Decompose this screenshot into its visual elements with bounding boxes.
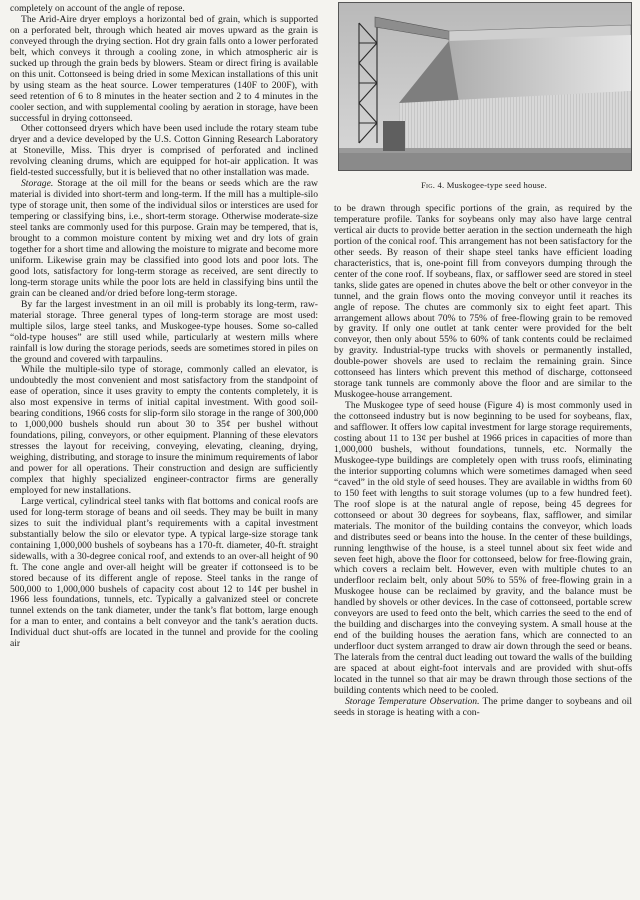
seed-house-photo	[339, 3, 631, 170]
left-column	[10, 4, 318, 650]
figure-label: Fig. 4.	[421, 180, 445, 190]
paragraph: While the multiple-silo type of storage, commonly called an elevator, is undoubtedly the most convenient and most satisfactory from the standpoint of ease of operation, since it uses gravity to empty the contents completely, it is also most expensive in terms of initial capital investment. With good soil-bearing conditions, 1966 costs for slip-form silo storage in the range of 300,000 to 1,000,000 bushels should run about 30 to 35¢ per bushel without foundations, piling, conveyors, or other equipment. Planning of these elevators stresses the layout for receiving, conveying, elevating, cleaning, drying, weighing, distributing, and storage to insure the minimum requirements of labor and power for all operations. Their construction and design are sufficiently complex that highly specialized engineer-contractor firms are generally employed for new installations.	[10, 364, 319, 496]
paragraph: Storage. Storage at the oil mill for the beans or seeds which are the raw material is divided into short-term and long-term. If the mill has a multiple-silo type of storage unit, then some of the individual silos or interstices are used for tempering or classifying bins, i.e., short-term storage. Otherwise moderate-size steel tanks are commonly used for this purpose. Grain may be tempered, that is, brought to a common moisture content by mixing wet and dry lots of grain together for a short time and allowing the moisture to migrate and become more uniform. Likewise grain may be classified into good lots and poor lots. The good lots, satisfactory for long-term storage as received, are sent directly to long-term storage units while the poor lots are held in classifying bins until the grain can be cleaned and/or dried before long-term storage.	[10, 178, 318, 299]
paragraph: By far the largest investment in an oil mill is probably its long-term, raw-material storage. Three general types of long-term storage are most used: multiple silos, large steel tanks, and Muskogee-type houses. Some so-called “old-type houses” are still used while, particularly at western mills where rainfall is low during the storage periods, seeds are sometimes stored in piles on the ground and covered with tarpaulins.	[10, 298, 318, 365]
paragraph: to be drawn through specific portions of the grain, as required by the temperature profile. Tanks for soybeans only may also have large central vertical air ducts to provide better aeration in the section underneath the high portion of the conical roof. This arrangement has not been satisfactory for the other seeds. By reason of their shape steel tanks have efficient loading characteristics, that is, one-point fill from conveyors dumping through the center of the cone roof. If soybeans, flax, or safflower seed are stored in steel tanks, slide gates are opened in chutes above the belt or other conveyor in the tunnel, and the grain flows onto the moving conveyor until it reaches its angle of repose. The chutes are commonly six to eight feet apart. This arrangement allows about 70% to 75% of free-flowing grain to be removed by gravity. If only one outlet at tank center were provided for the belt conveyor, then only about 55% to 60% of tank contents could be reclaimed by gravity. Industrial-type trucks with shovels or permanently installed, double-power shovels are used to reclaim the remaining grain. Since cottonseed has linters which prevent this method of discharge, cottonseed storage tank tunnels are commonly above the floor and are similar to the Muskogee-house arrangement.	[334, 203, 632, 401]
paragraph: The Muskogee type of seed house (Figure 4) is most commonly used in the cottonseed industry but is now beginning to be used for soybeans, flax, and safflower. It offers low capital investment for large storage requirements, costing about 11 to 13¢ per bushel at 1966 prices in capacities of more than 1,000,000 bushels, without foundations, tunnels, etc. Normally the Muskogee-type buildings are completely open with truss roofs, eliminating the interior supporting columns which were sometimes damaged when seed “caved” in the old style of seed houses. They are available in widths from 60 to 150 feet with lengths to suit storage volumes (up to a few hundred feet). The roof slope is at the natural angle of repose, being 45 degrees for cottonseed or about 30 degrees for soybeans, flax, safflower, and similar materials. The monitor of the building contains the conveyor, which loads and distributes seed or beans into the house. In the center of these buildings, running lengthwise of the house, is a steel tunnel about six feet wide and seven feet high, above the floor for cottonseed, below for free-flowing grain, which covers a reclaim belt. However, even with multiple chutes to an underfloor reclaim belt, only about 50% to 55% of free-flowing grain in a Muskogee house can be reclaimed by gravity, and the balance must be handled by shovels or other devices. In the case of cottonseed, portable screw conveyors are used to feed onto the belt, which carries the seed to the end of the building and discharges into the conveying system. A small house at the end of the building houses the aeration fans, which are connected to an underfloor duct system arranged to draw air down through the seed or beans. The laterals from the central duct leading out toward the walls of the building are spaced at about eight-foot intervals and are provided with shut-offs located in the tunnel so that air may be drawn through those sections of the building contents which need to be cooled.	[334, 400, 632, 696]
figure-caption	[338, 180, 630, 190]
paragraph: Other cottonseed dryers which have been used include the rotary steam tube dryer and a device developed by the U.S. Cotton Ginning Research Laboratory at Stoneville, Miss. This dryer is comprised of perforated and inclined revolving cleaning drums, which are equipped for hot-air application. It was field-tested successfully, but it is believed that no other installation was made.	[10, 123, 318, 179]
paragraph: The Arid-Aire dryer employs a horizontal bed of grain, which is supported on a perforated belt, through which heated air moves upward as the grain is conveyed through the drying section. Hot dry grain falls onto a lower perforated belt, which conveys it through a cooling zone, in which atmospheric air is sucked up through the grain beds by blowers. Steam or direct firing is available on this unit. Cottonseed is being dried in some Mexican installations of this unit by using steam as the heat source. Lower temperatures (140F to 200F), with seed retention of 6 to 8 minutes in the heater section and 2 to 4 minutes in the cooler section, and with supplemental cooling by aeration in storage, have been successful in drying cottonseed.	[10, 13, 318, 124]
paragraph: Storage Temperature Observation. The prime danger to soybeans and oil seeds in storage is heating with a con-	[334, 695, 633, 718]
figure-caption-text: Muskogee-type seed house.	[446, 180, 547, 190]
section-heading: Storage.	[21, 178, 54, 190]
right-column	[334, 204, 632, 719]
paragraph: completely on account of the angle of repose.	[10, 3, 185, 14]
section-heading: Storage Temperature Observation.	[345, 695, 480, 707]
paragraph: Large vertical, cylindrical steel tanks with flat bottoms and conical roofs are used for long-term storage of beans and oil seeds. They may be built in many sizes to suit the individual plant’s requirements with a capital investment substantially below the silo or elevator type. A typical large-size storage tank containing 1,000,000 bushels of soybeans has a 170-ft. diameter, 40-ft. straight sidewalls, with a 30-degree conical roof, and extends to an over-all height of 90 ft. The cone angle and over-all height will be greater if cottonseed is to be stored because of its different angle of repose. Steel tanks in the range of 500,000 to 1,000,000 bushels of capacity cost about 12 to 14¢ per bushel in 1966 less foundations, tunnels, etc. Typically a galvanized steel or concrete tunnel extends on the tank diameter, under the tank’s flat bottom, large enough for a man to enter, and contains a belt conveyor and the tank’s aeration ducts. Individual duct shut-offs are located in the tunnel and provide for the cooling air	[10, 495, 318, 650]
figure-photo-muskogee-seed-house	[338, 2, 632, 171]
